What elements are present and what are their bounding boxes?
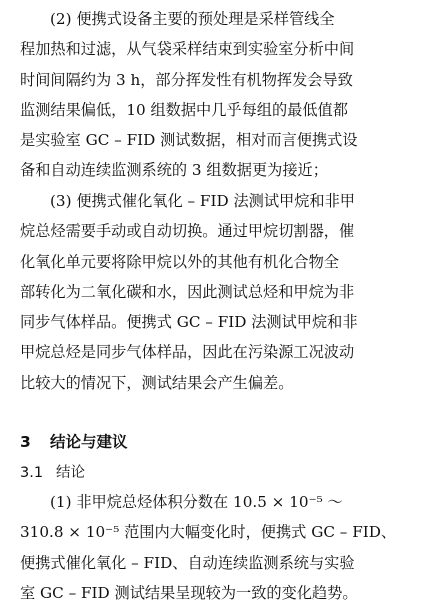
section-title: 结论与建议 [50, 433, 128, 451]
paragraph-line: 备和自动连续监测系统的 3 组数据更为接近； [20, 161, 328, 180]
paragraph-line: 监测结果偏低，10 组数据中几乎每组的最低值都 [20, 100, 348, 119]
paragraph-2 [20, 4, 358, 186]
paragraph-line: 时间间隔约为 3 h，部分挥发性有机物挥发会导致 [20, 70, 353, 89]
paragraph-line: 310.8 × 10⁻⁵ 范围内大幅变化时，便携式 GC – FID、 [20, 523, 397, 542]
paragraph-line: 是实验室 GC – FID 测试数据，相对而言便携式设 [20, 131, 358, 150]
paragraph-line: 程加热和过滤，从气袋采样结束到实验室分析中间 [20, 40, 355, 59]
subsection-number: 3.1 [20, 465, 44, 481]
paragraph-3 [20, 186, 358, 398]
subsection-heading [20, 461, 85, 482]
paragraph-conclusion-1 [20, 487, 396, 608]
paragraph-line: 便携式催化氧化 – FID、自动连续监测系统与实验 [20, 553, 355, 572]
paragraph-line: 甲烷总烃是同步气体样品，因此在污染源工况波动 [20, 343, 355, 362]
paragraph-line: 比较大的情况下，测试结果会产生偏差。 [20, 373, 294, 392]
section-heading [20, 430, 128, 452]
paragraph-line: 同步气体样品。便携式 GC – FID 法测试甲烷和非 [20, 313, 358, 332]
paragraph-line: 部转化为二氧化碳和水，因此测试总烃和甲烷为非 [20, 282, 355, 301]
subsection-title: 结论 [56, 465, 85, 481]
paragraph-line: (2) 便携式设备主要的预处理是采样管线全 [50, 10, 335, 28]
paragraph-line: 化氧化单元要将除甲烷以外的其他有机化合物全 [20, 252, 339, 271]
paragraph-line: 烷总烃需要手动或自动切换。通过甲烷切割器，催 [20, 222, 355, 241]
paragraph-line: 室 GC – FID 测试结果呈现较为一致的变化趋势。 [20, 583, 358, 602]
section-number: 3 [20, 433, 31, 451]
paragraph-line: (3) 便携式催化氧化 – FID 法测试甲烷和非甲 [50, 192, 355, 210]
paragraph-line: (1) 非甲烷总烃体积分数在 10.5 × 10⁻⁵ ～ [50, 493, 343, 511]
